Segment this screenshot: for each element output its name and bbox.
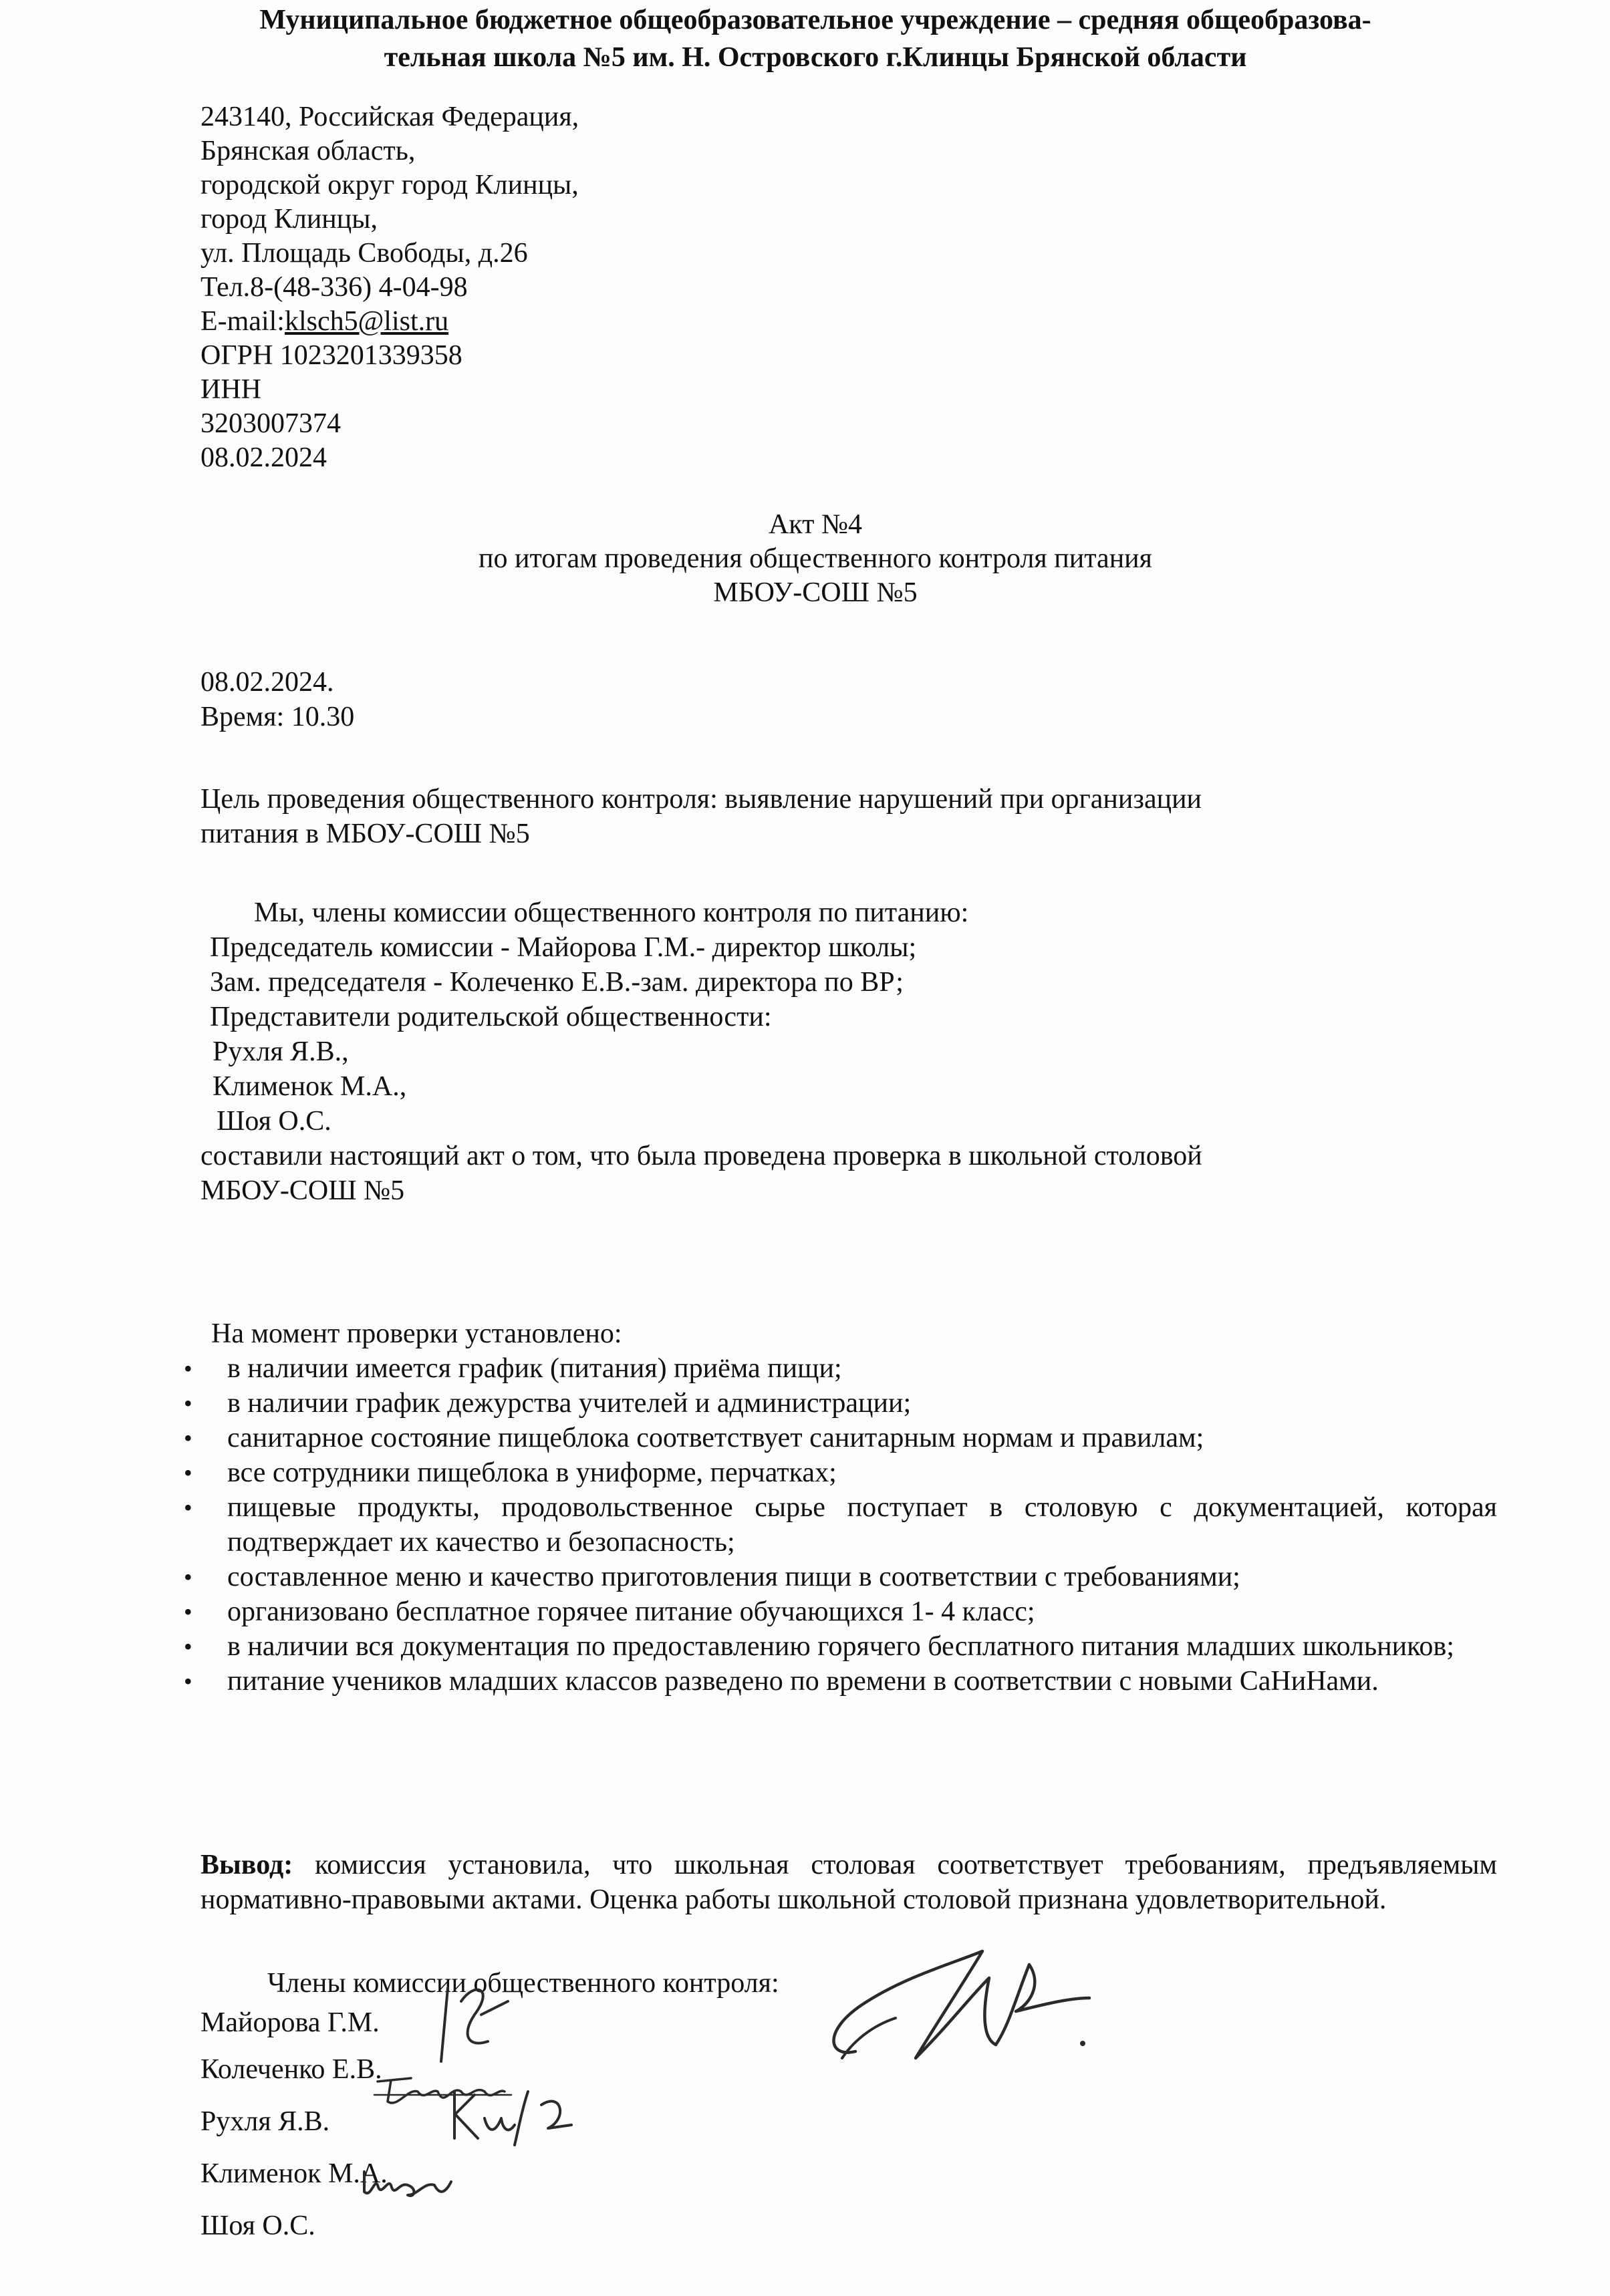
statement-line-2: МБОУ-СОШ №5 [200,1175,405,1206]
email-link[interactable]: klsch5@list.ru [284,306,449,337]
list-item: • пищевые продукты, продовольственное сырье поступает в столовую с документацией, которая подтверждает их качество и безопасность; [200,1490,1497,1560]
signer-name: Майорова Г.М. [200,2007,380,2038]
email-line [200,305,579,339]
document-header [200,0,1430,76]
parents-label: Представители родительской общественности: [210,1002,772,1032]
parent-name: Шоя О.С. [217,1106,331,1137]
signer-name: Рухля Я.В. [200,2106,330,2137]
deputy-line: Зам. председателя - Колеченко Е.В.-зам. директора по ВР; [210,967,904,998]
phone-line: Тел.8-(48-336) 4-04-98 [200,272,468,303]
list-item: • составленное меню и качество приготовления пищи в соответствии с требованиями; [200,1560,1497,1594]
act-date: 08.02.2024. [200,667,334,698]
signer-name: Колеченко Е.В. [200,2054,382,2085]
address-block [200,100,579,475]
list-item: • все сотрудники пищеблока в униформе, перчатках; [200,1455,1497,1490]
members-block [200,895,1497,1208]
bullet-icon: • [184,1494,192,1521]
address-line: ул. Площадь Свободы, д.26 [200,238,528,269]
bullet-icon: • [184,1425,192,1451]
list-item: • санитарное состояние пищеблока соответствует санитарным нормам и правилам; [200,1421,1497,1455]
list-item: • в наличии имеется график (питания) приёма пищи; [200,1351,1497,1386]
members-intro: Мы, члены комиссии общественного контроля по питанию: [254,897,969,928]
bullet-icon: • [184,1633,192,1660]
signer-name: Шоя О.С. [200,2210,315,2241]
address-date: 08.02.2024 [200,442,327,473]
email-label: E-mail: [200,306,285,337]
bullet-icon: • [184,1355,192,1382]
address-line: городской округ город Клинцы, [200,170,579,200]
list-item: • в наличии график дежурства учителей и администрации; [200,1386,1497,1421]
bullet-icon: • [184,1668,192,1695]
act-subtitle: по итогам проведения общественного контроля питания [479,543,1152,574]
conclusion-text: комиссия установила, что школьная столовая соответствует требованиям, предъявляемым нормативно-правовыми актами. Оценка работы школьной столовой признана удовлетворительной. [200,1850,1497,1915]
bullet-icon: • [184,1564,192,1590]
bullet-icon: • [184,1598,192,1625]
act-time: Время: 10.30 [200,702,355,732]
act-title-block [200,508,1430,610]
findings-list [184,1351,1497,1699]
address-line: город Клинцы, [200,204,378,235]
goal-line-1: Цель проведения общественного контроля: выявление нарушений при организации [200,784,1202,815]
header-line-2: тельная школа №5 им. Н. Островского г.Клинцы Брянской области [384,42,1247,73]
inn-value: 3203007374 [200,408,341,439]
parent-name: Клименок М.А., [213,1071,407,1102]
act-meta [200,665,1497,734]
list-item: • питание учеников младших классов разведено по времени в соответствии с новыми СаНиНами. [200,1664,1497,1699]
conclusion-label: Вывод: [200,1850,293,1880]
address-line: Брянская область, [200,136,416,166]
list-item: • организовано бесплатное горячее питание обучающихся 1- 4 класс; [200,1594,1497,1629]
ogrn-line: ОГРН 1023201339358 [200,340,462,371]
goal-line-2: питания в МБОУ-СОШ №5 [200,819,530,849]
shoya-signature [358,2158,458,2215]
signers-heading: Члены комиссии общественного контроля: [267,1968,779,1999]
act-org: МБОУ-СОШ №5 [713,577,918,608]
act-title: Акт №4 [768,509,863,540]
findings-intro: На момент проверки установлено: [211,1318,622,1349]
findings-block [184,1316,1497,1699]
inn-label: ИНН [200,374,261,405]
statement-line-1: составили настоящий акт о том, что была проведена проверка в школьной столовой [200,1141,1202,1171]
bullet-icon: • [184,1459,192,1486]
header-line-1: Муниципальное бюджетное общеобразовательное учреждение – средняя общеобразова- [259,5,1371,35]
address-line: 243140, Российская Федерация, [200,102,579,132]
director-signature [815,1924,1109,2088]
goal-paragraph [200,782,1497,851]
list-item: • в наличии вся документация по предоставлению горячего бесплатного питания младших школьников; [200,1629,1497,1664]
bullet-icon: • [184,1390,192,1417]
conclusion-paragraph [200,1848,1497,1917]
parent-name: Рухля Я.В., [213,1036,349,1067]
klimenok-signature [448,2078,581,2155]
signer-name: Клименок М.А. [200,2158,388,2189]
chair-line: Председатель комиссии - Майорова Г.М.- директор школы; [210,932,917,963]
